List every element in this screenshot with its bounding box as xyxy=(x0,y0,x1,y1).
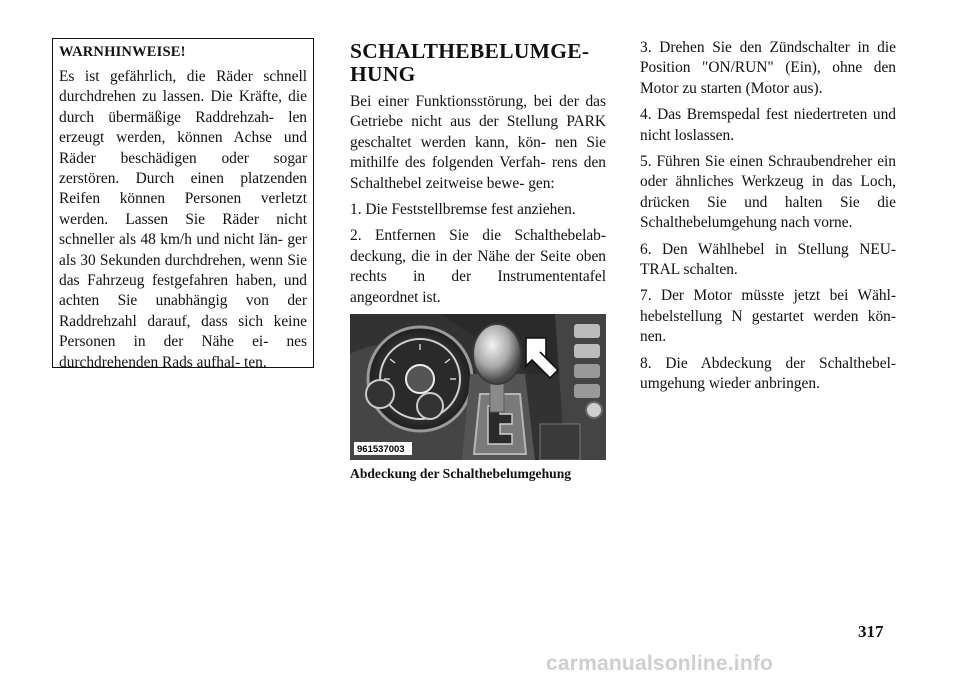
step-7: 7. Der Motor müsste jetzt bei Wähl- hebelstellung N gestartet werden kön- nen. xyxy=(640,287,896,346)
step-3: 3. Drehen Sie den Zündschalter in die Position "ON/RUN" (Ein), ohne den Motor zu starten (Motor aus). xyxy=(640,39,896,97)
step-4: 4. Das Bremspedal fest niedertreten und nicht loslassen. xyxy=(640,106,896,144)
step-8: 8. Die Abdeckung der Schalthebel- umgehung wieder anbringen. xyxy=(640,354,896,393)
step-6: 6. Den Wählhebel in Stellung NEU- TRAL schalten. xyxy=(640,240,896,279)
warning-title: WARNHINWEISE! xyxy=(59,44,186,60)
step-1: 1. Die Feststellbremse fest anziehen. xyxy=(350,201,576,219)
shifter-illustration xyxy=(350,314,606,460)
shifter-figure xyxy=(350,314,606,460)
right-column xyxy=(640,38,896,401)
section-heading: SCHALTHEBELUMGE- HUNG xyxy=(350,39,590,86)
warning-text: Es ist gefährlich, die Räder schnell durchdrehen zu lassen. Die Kräfte, die durch übermäßige Raddrehzah- len erzeugt werden, können Achse und Räder beschädigen oder sogar zerstören. Durch einen platzenden Reifen können Personen verletzt werden. Lassen Sie Räder nicht schneller als 48 km/h und nicht län- ger als 30 Sekunden durchdrehen, wenn Sie das Fahrzeug festgefahren haben, und achten Sie unabhängig von der Raddrehzahl darauf, dass sich keine Personen in der Nähe ei- nes durchdrehenden Rads aufhal- ten. xyxy=(59,68,307,371)
section-intro: Bei einer Funktionsstörung, bei der das Getriebe nicht aus der Stellung PARK geschaltet werden kann, kön- nen Sie mithilfe des folgenden Verfah- rens den Schalthebel zeitweise bewe- gen: xyxy=(350,93,606,192)
step-2: 2. Entfernen Sie die Schalthebelab- deckung, die in der Nähe der Seite oben rechts in der Instrumententafel angeordnet ist. xyxy=(350,227,606,306)
page-number: 317 xyxy=(858,622,884,641)
warning-box xyxy=(52,38,314,371)
figure-code: 961537003 xyxy=(357,444,405,456)
shift-knob xyxy=(473,324,521,384)
figure-caption: Abdeckung der Schalthebelumgehung xyxy=(350,466,572,482)
middle-column xyxy=(350,38,606,482)
step-5: 5. Führen Sie einen Schraubendreher ein oder ähnliches Werkzeug in das Loch, drücken Sie und halten Sie die Schalthebelumgehung nach vorne. xyxy=(640,153,896,232)
left-column xyxy=(52,38,314,371)
watermark: carmanualsonline.info xyxy=(546,652,774,675)
